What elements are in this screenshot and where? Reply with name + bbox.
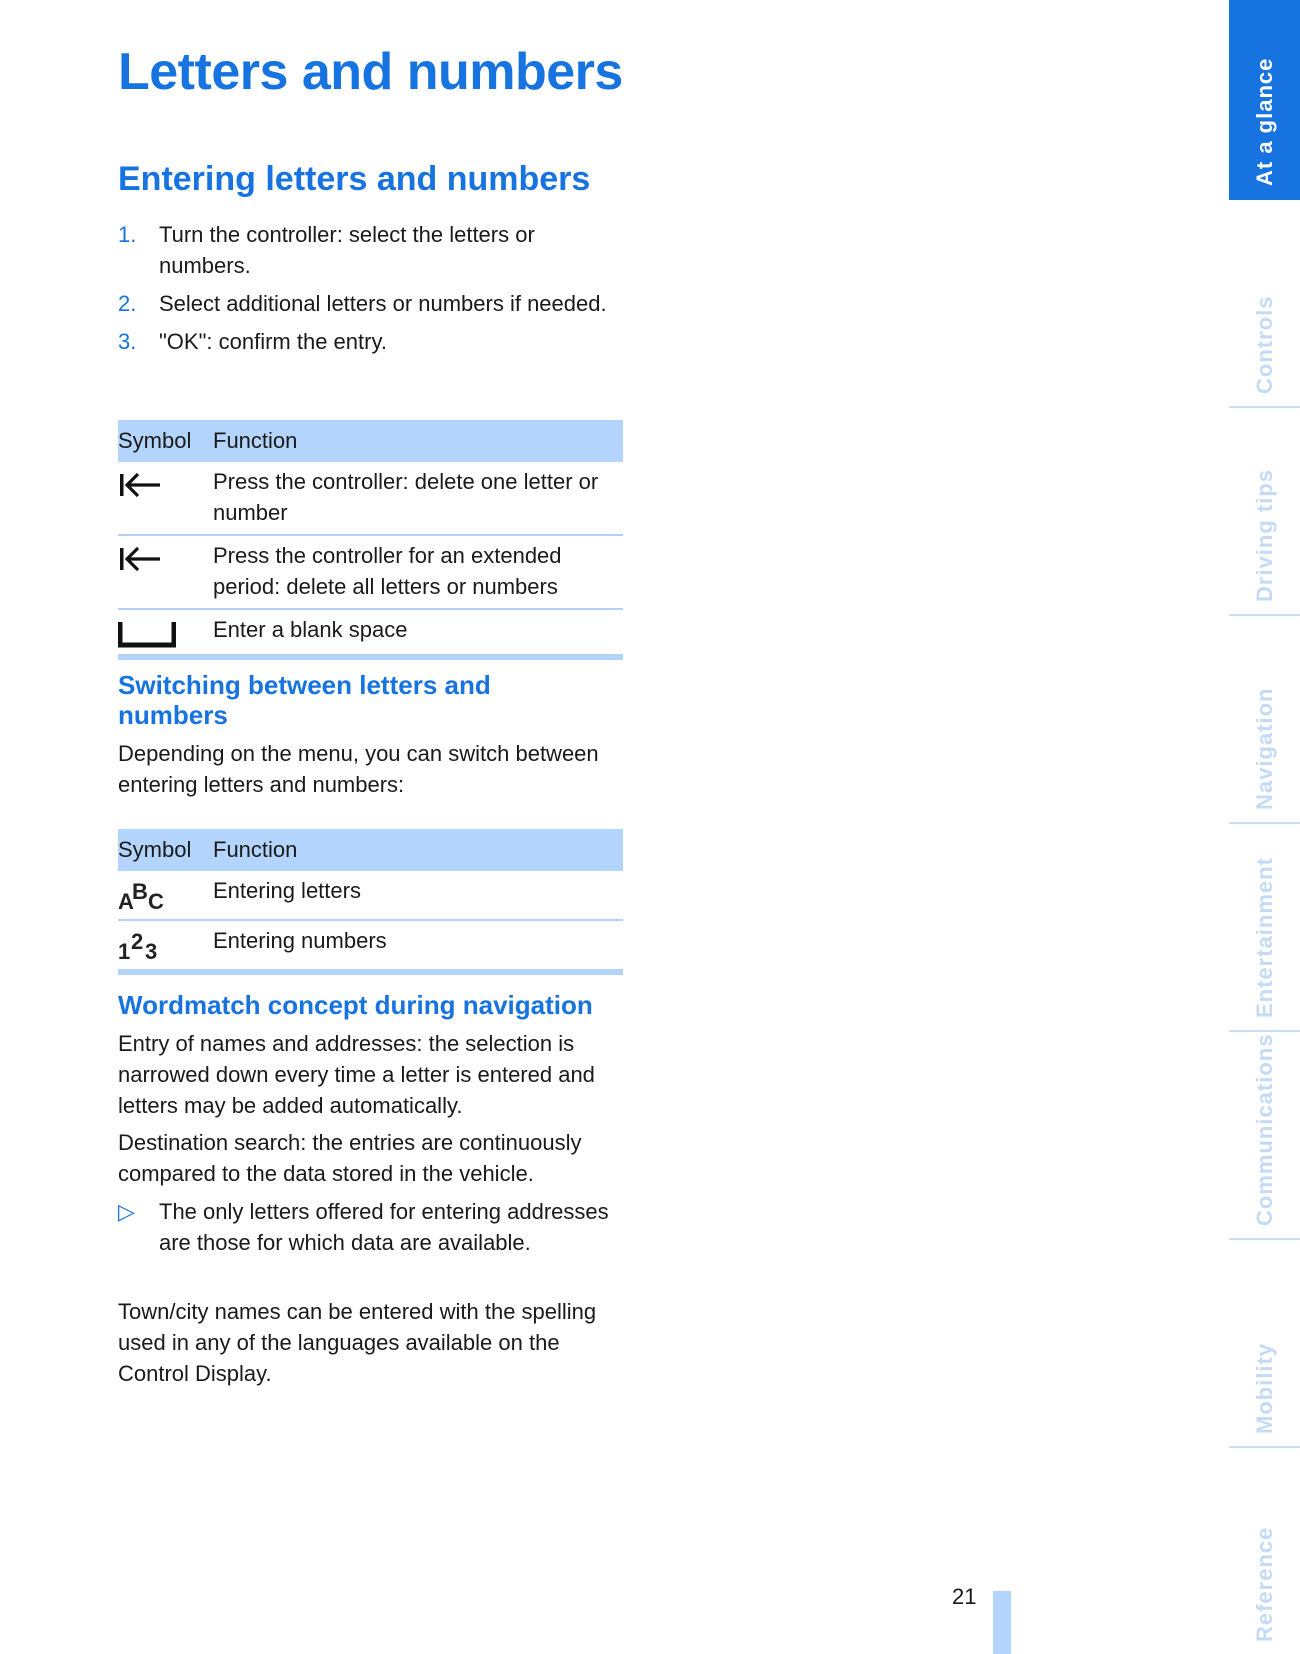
step-number: 3.	[118, 329, 137, 354]
tab-controls[interactable]	[1229, 200, 1300, 408]
svg-text:A: A	[118, 889, 134, 913]
function-cell: Enter a blank space	[213, 609, 623, 657]
symbol-table-switching	[118, 829, 623, 975]
tab-label: Driving tips	[1252, 468, 1277, 602]
tab-mobility[interactable]	[1229, 1240, 1300, 1448]
section-heading-wordmatch: Wordmatch concept during navigation	[118, 990, 593, 1020]
section-heading-entering: Entering letters and numbers	[118, 160, 591, 198]
function-cell: Entering numbers	[213, 920, 623, 972]
svg-text:B: B	[132, 879, 148, 904]
tab-label: Communications	[1252, 1033, 1277, 1226]
tab-communications[interactable]	[1229, 1032, 1300, 1240]
tab-navigation[interactable]	[1229, 616, 1300, 824]
tab-driving-tips[interactable]	[1229, 408, 1300, 616]
list-item	[118, 1196, 624, 1258]
table-row	[118, 462, 623, 535]
page-number-bar	[993, 1591, 1011, 1654]
svg-text:C: C	[148, 889, 164, 913]
tab-label: Navigation	[1252, 687, 1277, 810]
function-cell: Entering letters	[213, 871, 623, 920]
step-number: 1.	[118, 222, 137, 247]
svg-text:1: 1	[118, 939, 131, 963]
function-cell: Press the controller for an extended period: delete all letters or numbers	[213, 535, 623, 609]
table-row	[118, 535, 623, 609]
wordmatch-para-2: Destination search: the entries are continuously compared to the data stored in the vehicle.	[118, 1130, 582, 1186]
tab-at-a-glance[interactable]	[1229, 0, 1300, 200]
blank-space-icon	[118, 618, 176, 648]
section-heading-switching: Switching between letters and numbers	[118, 670, 491, 730]
column-header-symbol: Symbol	[118, 829, 213, 871]
tab-label: At a glance	[1252, 57, 1277, 186]
tab-label: Mobility	[1252, 1342, 1277, 1434]
switching-text: Depending on the menu, you can switch between entering letters and numbers:	[118, 741, 599, 797]
step-text: Select additional letters or numbers if needed.	[159, 291, 607, 316]
table-header-row	[118, 829, 623, 871]
backspace-arrow-icon	[118, 470, 162, 500]
tab-label: Entertainment	[1252, 857, 1277, 1018]
symbol-table-entering	[118, 420, 623, 660]
svg-text:3: 3	[145, 939, 158, 963]
page-number: 21	[952, 1584, 977, 1609]
svg-text:2: 2	[131, 929, 144, 954]
table-row	[118, 871, 623, 920]
bullet-triangle-icon: ▷	[118, 1199, 135, 1224]
column-header-function: Function	[213, 829, 623, 871]
step-text: "OK": confirm the entry.	[159, 329, 387, 354]
step-number: 2.	[118, 291, 137, 316]
column-header-function: Function	[213, 420, 623, 462]
column-header-symbol: Symbol	[118, 420, 213, 462]
function-cell: Press the controller: delete one letter or number	[213, 462, 623, 535]
wordmatch-para-1: Entry of names and addresses: the selection is narrowed down every time a letter is entered and letters may be added automatically.	[118, 1031, 595, 1118]
table-row	[118, 920, 623, 972]
step-text: Turn the controller: select the letters or numbers.	[159, 222, 535, 278]
tab-entertainment[interactable]	[1229, 824, 1300, 1032]
list-item	[118, 288, 624, 319]
steps-list	[118, 219, 624, 364]
table-row	[118, 609, 623, 657]
tab-reference[interactable]	[1229, 1448, 1300, 1654]
tab-label: Reference	[1252, 1526, 1277, 1642]
abc-letters-icon	[118, 879, 168, 913]
table-header-row	[118, 420, 623, 462]
list-item	[118, 326, 624, 357]
chapter-tabs	[1229, 0, 1300, 1654]
123-numbers-icon	[118, 929, 168, 963]
list-item	[118, 219, 624, 281]
tab-label: Controls	[1252, 295, 1277, 394]
wordmatch-para-3: Town/city names can be entered with the spelling used in any of the languages available on the Control Display.	[118, 1299, 597, 1386]
page-title: Letters and numbers	[118, 43, 623, 101]
backspace-arrow-icon	[118, 544, 162, 574]
bullet-text: The only letters offered for entering addresses are those for which data are available.	[159, 1199, 609, 1255]
